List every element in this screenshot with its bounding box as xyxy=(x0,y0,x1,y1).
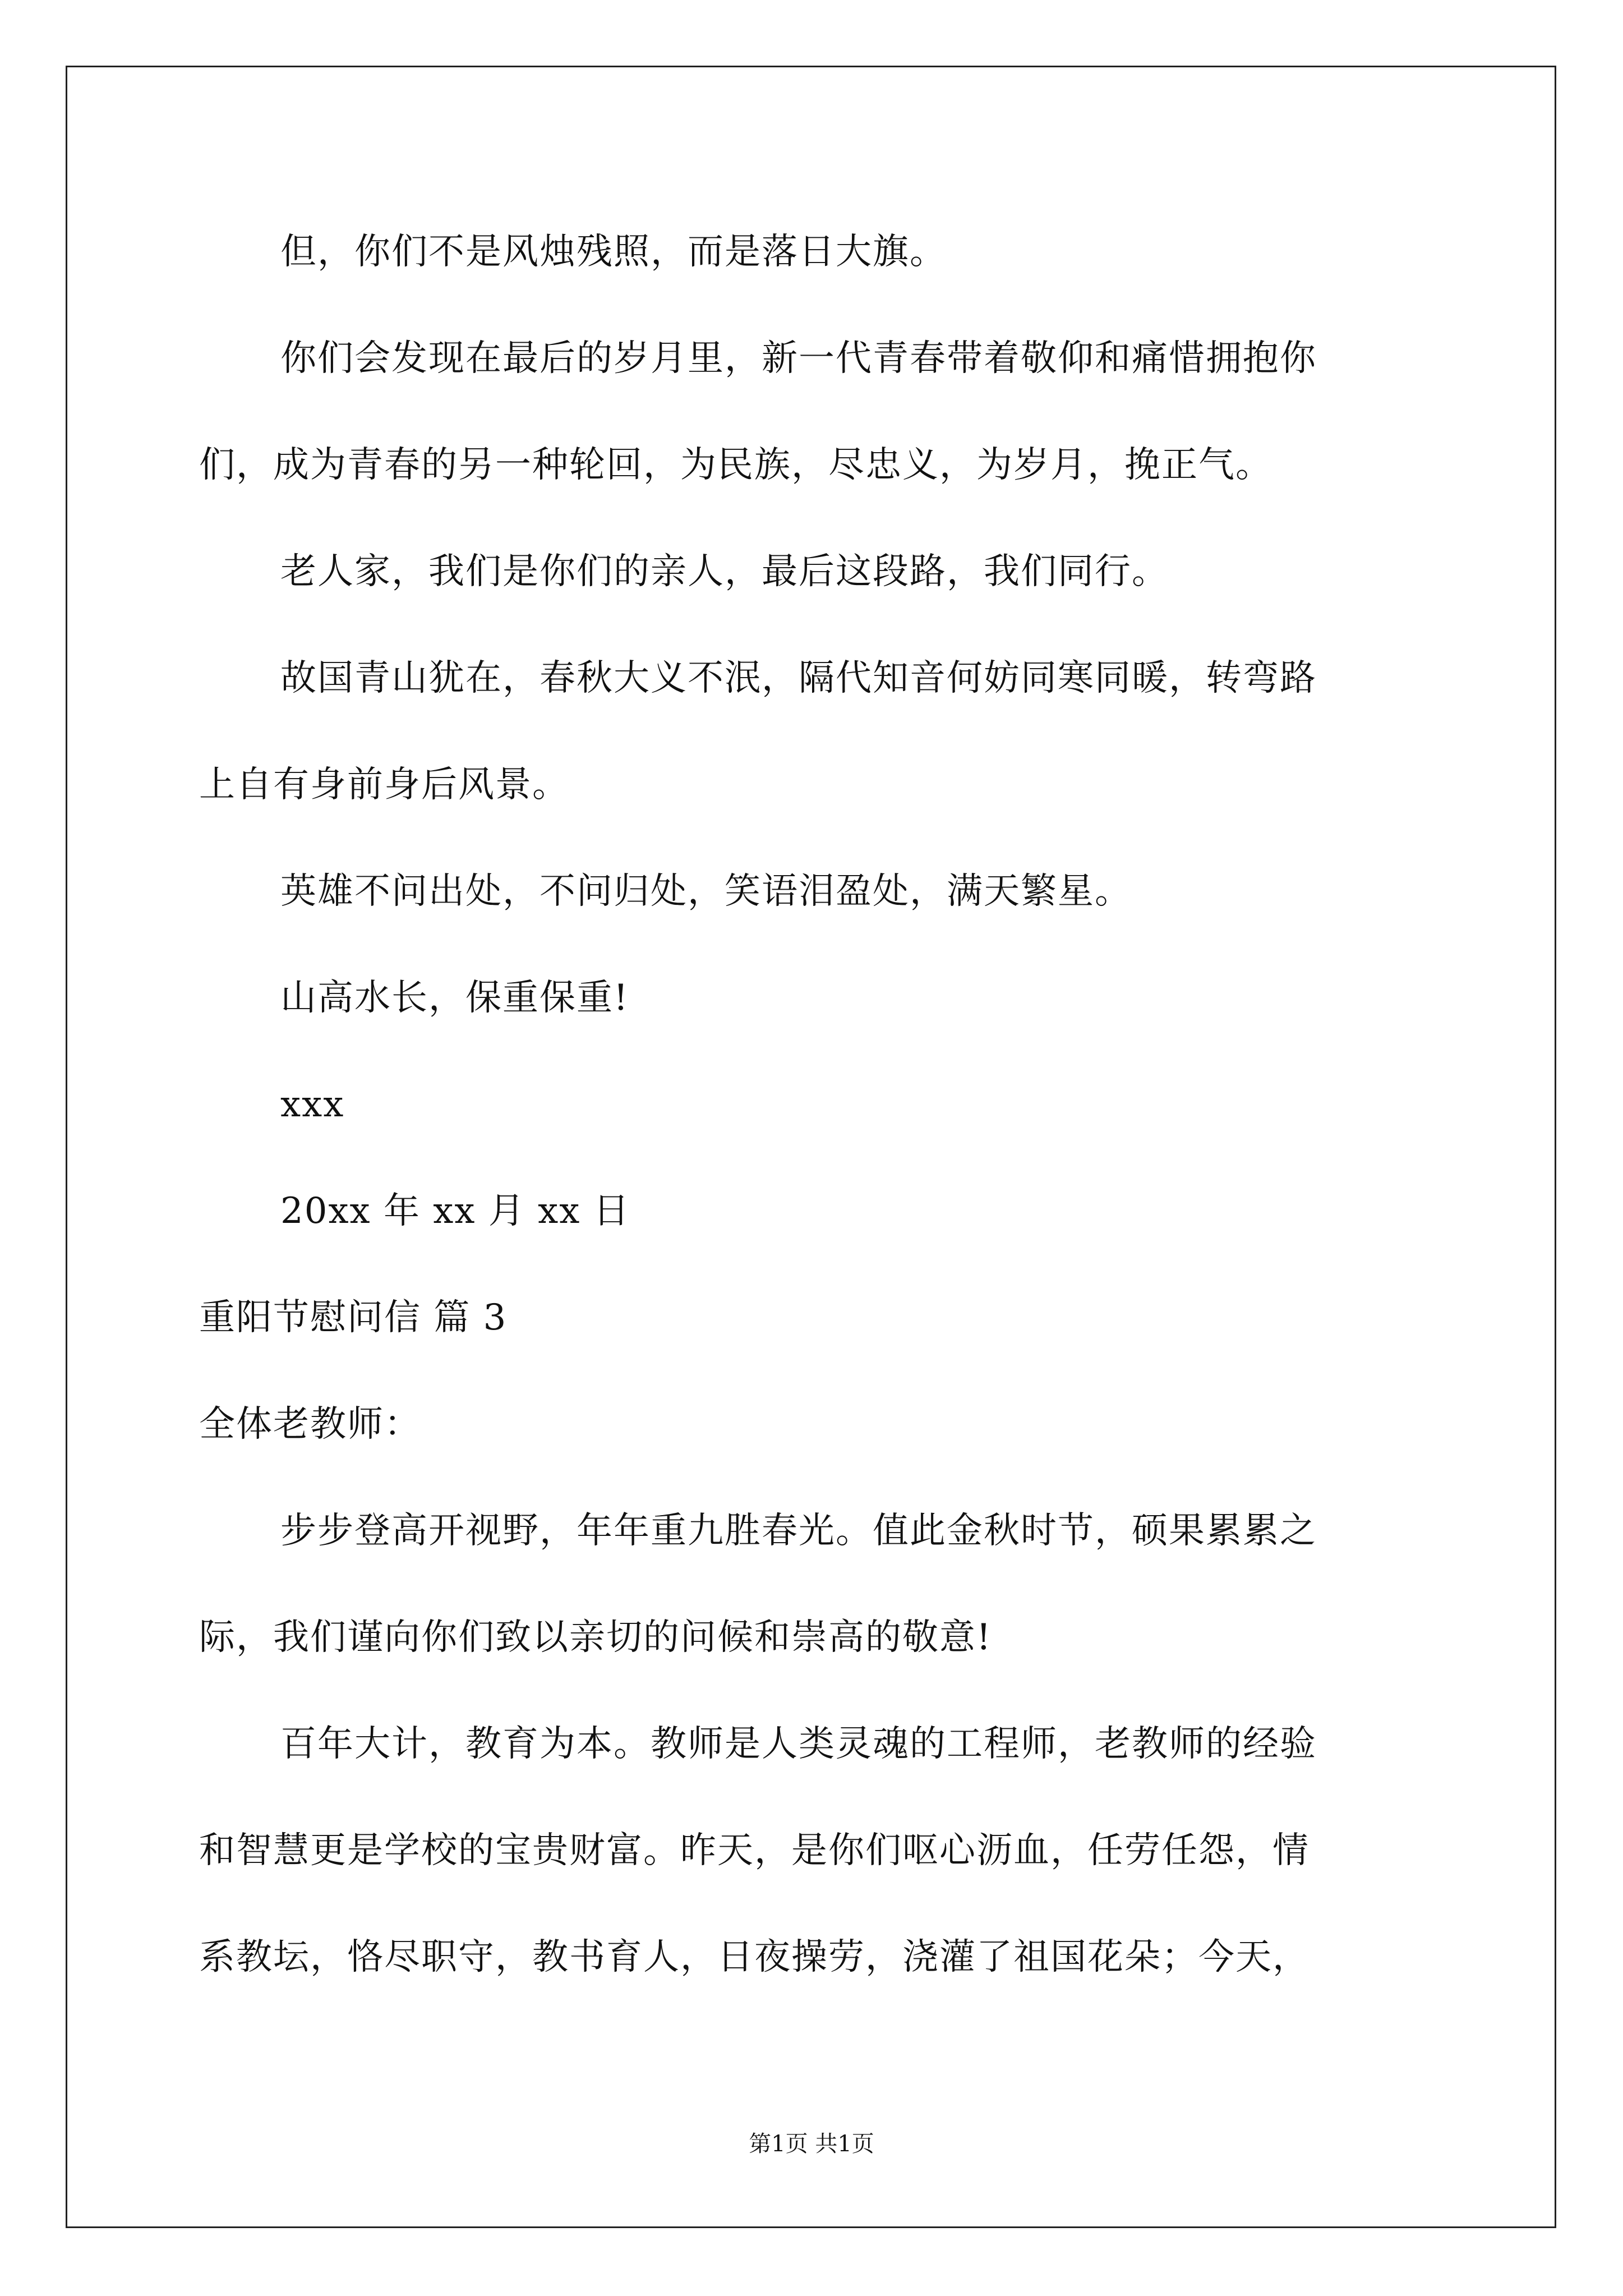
signature-line: xxx xyxy=(280,1084,345,1125)
page-footer: 第1页 共1页 xyxy=(749,2131,874,2157)
paragraph-line: 上自有身前身后风景。 xyxy=(199,764,569,806)
paragraph-line: 系教坛，恪尽职守，教书育人，日夜操劳，浇灌了祖国花朵；今天， xyxy=(199,1936,1310,1978)
paragraph-line: 但，你们不是风烛残照，而是落日大旗。 xyxy=(280,231,947,273)
paragraph-line: 你们会发现在最后的岁月里，新一代青春带着敬仰和痛惜拥抱你 xyxy=(280,338,1317,379)
paragraph-line: 百年大计，教育为本。教师是人类灵魂的工程师，老教师的经验 xyxy=(280,1723,1317,1765)
paragraph-line: 们，成为青春的另一种轮回，为民族，尽忠义，为岁月，挽正气。 xyxy=(199,444,1272,486)
section-heading: 重阳节慰问信 篇 3 xyxy=(199,1297,508,1338)
paragraph-line: 际，我们谨向你们致以亲切的问候和崇高的敬意! xyxy=(199,1617,992,1658)
paragraph-line: 山高水长，保重保重! xyxy=(280,977,629,1019)
paragraph-line: 老人家，我们是你们的亲人，最后这段路，我们同行。 xyxy=(280,551,1169,592)
paragraph-line: 故国青山犹在，春秋大义不泯，隔代知音何妨同寒同暖，转弯路 xyxy=(280,657,1317,699)
paragraph-line: 和智慧更是学校的宝贵财富。昨天，是你们呕心沥血，任劳任怨，情 xyxy=(199,1830,1310,1871)
salutation: 全体老教师： xyxy=(199,1404,421,1445)
paragraph-line: 步步登高开视野，年年重九胜春光。值此金秋时节，硕果累累之 xyxy=(280,1510,1317,1552)
paragraph-line: 英雄不问出处，不问归处，笑语泪盈处，满天繁星。 xyxy=(280,871,1132,912)
page-border xyxy=(66,66,1556,2228)
date-line: 20xx 年 xx 月 xx 日 xyxy=(280,1190,630,1232)
